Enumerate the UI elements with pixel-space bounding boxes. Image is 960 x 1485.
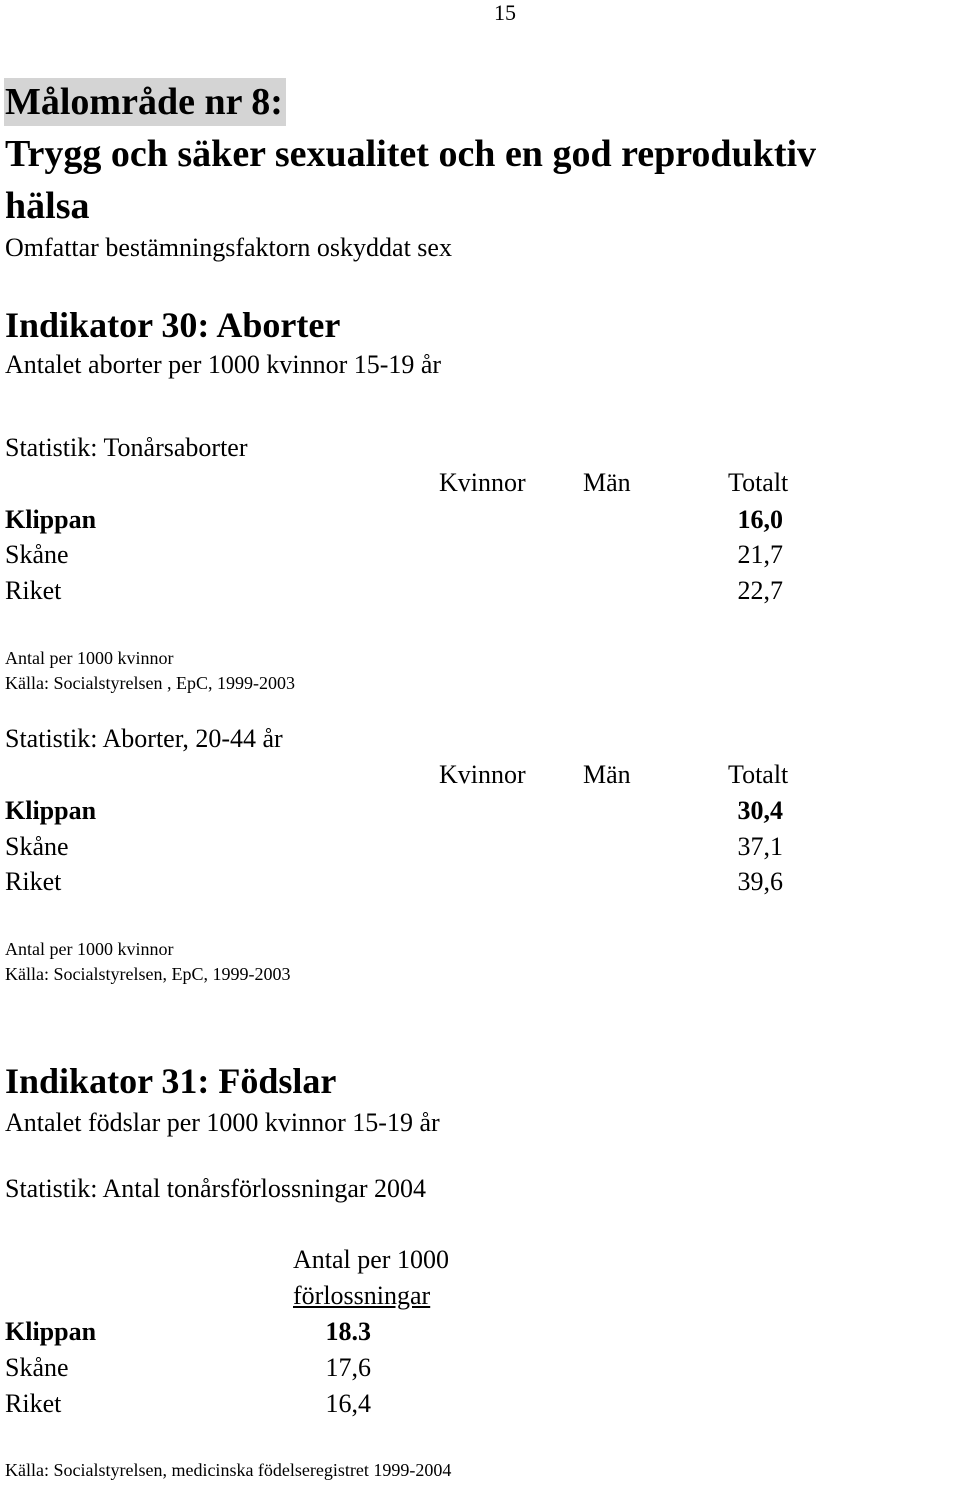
indicator30-description: Antalet aborter per 1000 kvinnor 15-19 år	[5, 350, 442, 379]
table2-note: Antal per 1000 kvinnor	[5, 939, 174, 959]
table2-row-label: Skåne	[5, 832, 69, 861]
table2-heading: Statistik: Aborter, 20-44 år	[5, 724, 283, 753]
table3-heading: Statistik: Antal tonårsförlossningar 2004	[5, 1174, 427, 1203]
table2-col-totalt: Totalt	[728, 760, 789, 789]
table1-col-kvinnor: Kvinnor	[439, 468, 526, 497]
table1-note: Antal per 1000 kvinnor	[5, 648, 174, 668]
indicator31-description: Antalet födslar per 1000 kvinnor 15-19 år	[5, 1108, 440, 1137]
table3-row-label: Klippan	[5, 1317, 97, 1346]
table3-col-line2: förlossningar	[293, 1281, 431, 1310]
table3-source: Källa: Socialstyrelsen, medicinska födelseregistret 1999-2004	[5, 1460, 452, 1480]
table2-row-total: 39,6	[737, 867, 783, 896]
indicator30-title: Indikator 30: Aborter	[5, 305, 341, 345]
indicator31-title: Indikator 31: Födslar	[5, 1061, 337, 1101]
table2-source: Källa: Socialstyrelsen, EpC, 1999-2003	[5, 964, 291, 984]
goal-subtitle-line2: hälsa	[5, 185, 90, 227]
table3-row-value: 17,6	[325, 1353, 371, 1382]
table1-row-label: Skåne	[5, 540, 69, 569]
table3-col-line1: Antal per 1000	[293, 1245, 449, 1274]
table1-heading: Statistik: Tonårsaborter	[5, 433, 248, 462]
table3-row-value: 16,4	[325, 1389, 371, 1418]
table2-col-kvinnor: Kvinnor	[439, 760, 526, 789]
table3-row-label: Skåne	[5, 1353, 69, 1382]
goal-subtitle-line1: Trygg och säker sexualitet och en god reproduktiv	[5, 133, 817, 175]
table1-source: Källa: Socialstyrelsen , EpC, 1999-2003	[5, 673, 295, 693]
table3-row-label: Riket	[5, 1389, 62, 1418]
page-number: 15	[494, 0, 516, 25]
table1-row-label: Riket	[5, 576, 62, 605]
table2-col-man: Män	[583, 760, 631, 789]
table1-row-total: 16,0	[737, 505, 783, 534]
table1-row-total: 22,7	[737, 576, 783, 605]
table3-row-value: 18.3	[325, 1317, 371, 1346]
table1-row-label: Klippan	[5, 505, 97, 534]
goal-title: Målområde nr 8:	[4, 78, 286, 126]
table1-row-total: 21,7	[737, 540, 783, 569]
table2-row-label: Klippan	[5, 796, 97, 825]
goal-scope: Omfattar bestämningsfaktorn oskyddat sex	[5, 233, 452, 262]
table1-col-man: Män	[583, 468, 631, 497]
table2-row-total: 30,4	[737, 796, 783, 825]
table2-row-label: Riket	[5, 867, 62, 896]
table2-row-total: 37,1	[737, 832, 783, 861]
table1-col-totalt: Totalt	[728, 468, 789, 497]
